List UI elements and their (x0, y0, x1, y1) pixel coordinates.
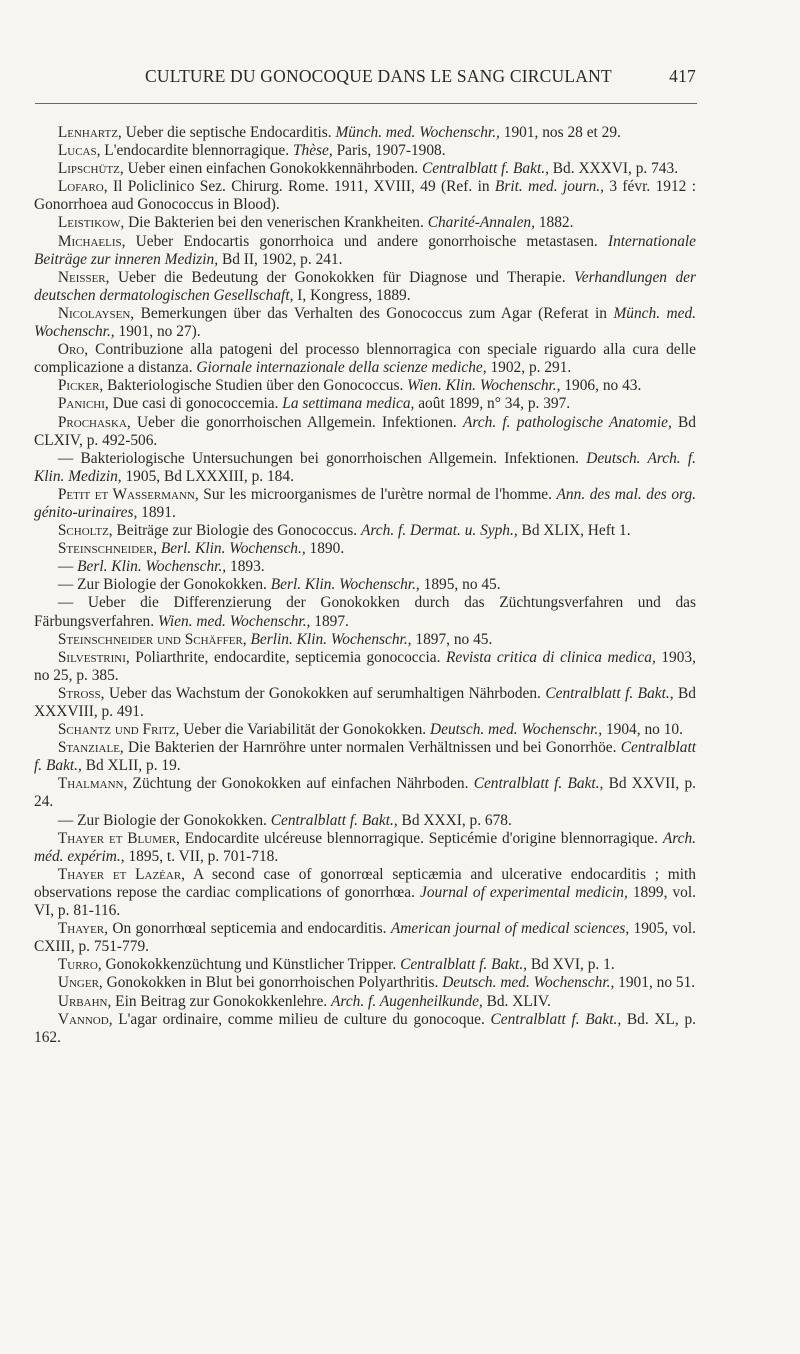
reference-journal: Verhandlungen der deutschen dermatologischen Gesellschaft, (34, 268, 696, 304)
reference-author: Panichi, (57, 395, 109, 413)
reference-entry (34, 576, 696, 594)
reference-journal: Centralblatt f. Bakt., (545, 684, 674, 702)
reference-journal: Arch. f. Dermat. u. Syph., (360, 522, 518, 540)
reference-author: Unger, (57, 974, 103, 992)
reference-entry (34, 450, 696, 486)
reference-details: 1904, no 10. (602, 721, 683, 739)
reference-journal: Arch. f. Augenheilkunde, (331, 992, 483, 1010)
reference-details: Bd XXVII, p. 24. (34, 775, 696, 811)
reference-entry (34, 160, 696, 178)
reference-text: — (57, 558, 78, 576)
reference-text: Beiträge zur Biologie des Gonococcus. (112, 522, 361, 540)
reference-text: Ueber die gonorrhoischen Allgemein. Infektionen. (130, 413, 463, 431)
reference-author: Neisser, (57, 268, 110, 286)
reference-entry (34, 721, 696, 739)
reference-author: Lucas, (57, 142, 101, 160)
reference-author: Schantz und Fritz, (57, 721, 180, 739)
reference-author: Lipschütz, (57, 160, 124, 178)
reference-entry (34, 522, 696, 540)
reference-entry (34, 341, 696, 377)
reference-author: Oro, (57, 341, 89, 359)
reference-journal: Thèse, (292, 142, 333, 160)
reference-entry (34, 974, 696, 992)
reference-details: Bd CLXIV, p. 492-506. (34, 413, 697, 449)
reference-details: 1890. (305, 540, 345, 558)
reference-journal: Münch. med. Wochenschr., (34, 304, 696, 341)
reference-author: Leistikow, (57, 214, 125, 232)
reference-text: Gonokokken in Blut bei gonorrhoischen Polyarthritis. (102, 974, 443, 992)
reference-text: A second case of gonorrœal septicæmia and ulcerative endocarditis ; mith observations repose the cardiac complications of gonorrhœa. (34, 865, 696, 901)
reference-entry (34, 124, 696, 142)
reference-journal: Centralblatt f. Bakt., (490, 1010, 622, 1028)
reference-details: 1905, vol. CXIII, p. 751-779. (34, 920, 696, 956)
reference-text: Il Policlinico Sez. Chirurg. Rome. 1911, XVIII, 49 (Ref. in (107, 178, 495, 196)
reference-author: Petit et Wassermann, (57, 485, 199, 503)
reference-journal: Centralblatt f. Bakt., (473, 775, 604, 793)
reference-journal: American journal of medical sciences, (390, 920, 630, 938)
reference-journal: Giornale internazionale della scienze mediche, (196, 359, 487, 377)
reference-details: Bd XLII, p. 19. (81, 757, 181, 775)
reference-details: août 1899, n° 34, p. 397. (414, 395, 571, 413)
reference-entry (34, 649, 696, 685)
reference-details: 1882. (534, 214, 574, 232)
reference-details: Bd II, 1902, p. 241. (218, 250, 343, 268)
reference-details: 1899, vol. VI, p. 81-116. (34, 883, 696, 920)
reference-details: 1906, no 43. (560, 377, 642, 395)
reference-details: 1901, nos 28 et 29. (499, 124, 621, 141)
running-head (145, 66, 696, 90)
reference-journal: Wien. Klin. Wochenschr., (407, 377, 561, 395)
reference-entry (34, 631, 696, 649)
reference-text: — Zur Biologie der Gonokokken. (57, 811, 271, 829)
reference-author: Nicolaysen, (57, 304, 135, 322)
reference-entry (34, 956, 696, 974)
reference-details: 1901, no 51. (614, 974, 696, 992)
reference-journal: Arch. f. pathologische Anatomie, (462, 413, 672, 431)
reference-details: 1905, Bd LXXXIII, p. 184. (121, 467, 294, 485)
reference-entry (34, 377, 696, 395)
reference-entry (34, 178, 696, 214)
reference-details: 1891. (137, 503, 176, 521)
reference-journal: Revista critica di clinica medica, (445, 648, 656, 666)
reference-journal: Münch. med. Wochenschr., (335, 124, 500, 141)
reference-details: 1902, p. 291. (486, 359, 572, 377)
reference-text: Endocardite ulcéreuse blennorragique. Septicémie d'origine blennorragique. (179, 829, 663, 847)
reference-author: Turro, (57, 956, 102, 974)
reference-details: 1895, no 45. (419, 576, 501, 594)
reference-entry (34, 305, 696, 341)
reference-text: Poliarthrite, endocardite, septicemia gonococcia. (129, 648, 446, 666)
reference-details: 1897. (310, 612, 349, 630)
reference-text: Due casi di gonococcemia. (108, 395, 283, 413)
reference-journal: Centralblatt f. Bakt., (400, 956, 528, 974)
reference-entry (34, 269, 696, 305)
reference-entry (34, 594, 696, 630)
reference-author: Silvestrini, (57, 648, 130, 666)
reference-journal: Deutsch. med. Wochenschr., (442, 974, 615, 992)
reference-text: L'endocardite blennorragique. (100, 142, 293, 160)
reference-details: 1895, t. VII, p. 701-718. (124, 847, 279, 865)
reference-entry (34, 993, 696, 1011)
reference-details: Paris, 1907-1908. (332, 142, 446, 160)
reference-details: Bd XXXVIII, p. 491. (34, 684, 696, 720)
reference-author: Picker, (57, 377, 104, 395)
reference-journal: Deutsch. Arch. f. Klin. Medizin, (34, 449, 696, 485)
reference-text: Sur les microorganismes de l'urètre normal de l'homme. (198, 485, 557, 503)
reference-text: — Bakteriologische Untersuchungen bei gonorrhoischen Allgemein. Infektionen. (57, 449, 587, 467)
reference-details: 1901, no 27). (114, 323, 201, 341)
reference-text: — Zur Biologie der Gonokokken. (57, 576, 271, 594)
reference-journal: Centralblatt f. Bakt., (34, 739, 696, 775)
reference-journal: Journal of experimental medicin, (419, 883, 628, 901)
reference-author: Steinschneider, (57, 540, 158, 558)
reference-entry (34, 1011, 696, 1047)
reference-text: Züchtung der Gonokokken auf einfachen Nährboden. (127, 775, 474, 793)
reference-text: On gonorrhœal septicemia and endocarditis. (108, 920, 391, 938)
reference-author: Steinschneider und Schäffer, (57, 630, 247, 648)
reference-entry (34, 540, 696, 558)
reference-author: Stross, (57, 684, 105, 702)
reference-details: 1897, no 45. (411, 630, 493, 648)
reference-entry (34, 920, 696, 956)
reference-details: 1903, no 25, p. 385. (34, 648, 696, 684)
reference-author: Michaelis, (57, 232, 126, 250)
reference-text: Ueber Endocartis gonorrhoica und andere gonorrhoische metastasen. (125, 232, 608, 250)
reference-entry (34, 685, 696, 721)
reference-journal: Berlin. Klin. Wochenschr., (250, 630, 412, 648)
reference-journal: Brit. med. journ., (494, 178, 604, 196)
reference-author: Vannod, (57, 1010, 113, 1028)
reference-text: — Ueber die Differenzierung der Gonokokken durch das Züchtungsverfahren und das Färbungsverfahren. (34, 594, 696, 630)
reference-text: Ein Beitrag zur Gonokokkenlehre. (111, 992, 332, 1010)
reference-journal: Centralblatt f. Bakt., (270, 811, 398, 829)
reference-details: Bd XXXI, p. 678. (397, 811, 512, 829)
reference-entry (34, 142, 696, 160)
reference-author: Lofaro, (57, 178, 108, 196)
reference-text: Die Bakterien der Harnröhre unter normalen Verhältnissen und bei Gonorrhöe. (123, 739, 621, 757)
reference-entry (34, 866, 696, 920)
reference-journal: Wien. med. Wochenschr., (157, 612, 311, 630)
reference-entry (34, 775, 696, 811)
reference-text: Ueber die Variabilität der Gonokokken. (179, 721, 430, 739)
header-rule (35, 103, 697, 104)
reference-details: Bd. XXXVI, p. 743. (548, 160, 679, 178)
reference-journal: La settimana medica, (282, 395, 415, 413)
reference-author: Thayer et Lazéar, (57, 865, 186, 883)
reference-text: L'agar ordinaire, comme milieu de culture du gonocoque. (112, 1010, 491, 1028)
reference-author: Thayer, (57, 920, 108, 938)
reference-author: Thalmann, (57, 775, 128, 793)
reference-journal: Centralblatt f. Bakt., (421, 160, 549, 178)
reference-journal: Berl. Klin. Wochenschr., (77, 558, 227, 576)
reference-text: Bemerkungen über das Verhalten des Gonococcus zum Agar (Referat in (134, 304, 614, 322)
reference-entry (34, 214, 696, 232)
reference-text: Gonokokkenzüchtung und Künstlicher Tripper. (101, 956, 401, 974)
reference-text: Ueber einen einfachen Gonokokkennährboden. (123, 160, 422, 178)
reference-entry (34, 739, 696, 775)
reference-details: Bd XVI, p. 1. (527, 956, 615, 974)
reference-author: Urbahn, (57, 992, 112, 1010)
reference-journal: Berl. Klin. Wochensch., (160, 540, 306, 558)
reference-journal: Deutsch. med. Wochenschr., (430, 721, 603, 739)
reference-details: Bd. XLIV. (482, 992, 551, 1010)
reference-text: Bakteriologische Studien über den Gonococcus. (103, 377, 408, 395)
reference-author: Thayer et Blumer, (57, 829, 180, 847)
reference-author: Prochaska, (57, 413, 131, 431)
reference-author: Lenhartz, (57, 124, 122, 141)
reference-journal: Berl. Klin. Wochenschr., (270, 576, 420, 594)
reference-journal: Ann. des mal. des org. génito-urinaires, (34, 485, 696, 521)
reference-entry (34, 486, 696, 522)
reference-entry (34, 812, 696, 830)
reference-text: Die Bakterien bei den venerischen Krankheiten. (124, 214, 428, 232)
running-title: CULTURE DU GONOCOQUE DANS LE SANG CIRCULANT (145, 66, 612, 86)
reference-text: Ueber die septische Endocarditis. (121, 124, 336, 141)
reference-details: I, Kongress, 1889. (293, 286, 411, 304)
reference-text: Contribuzione alla patogeni del processo blennorragica con speciale riguardo alla cura delle complicazione a distanza. (34, 341, 696, 377)
reference-entry (34, 233, 696, 269)
reference-entry (34, 414, 696, 450)
reference-details: Bd. XL, p. 162. (34, 1010, 696, 1046)
reference-journal: Internationale Beiträge zur inneren Medizin, (34, 232, 696, 268)
reference-journal: Charité-Annalen, (427, 214, 535, 232)
reference-details: 1893. (226, 558, 265, 576)
reference-details: Bd XLIX, Heft 1. (517, 522, 631, 540)
bibliography-list (34, 124, 696, 1047)
reference-text: Ueber das Wachstum der Gonokokken auf serumhaltigen Nährboden. (104, 684, 546, 702)
reference-entry (34, 395, 696, 413)
reference-author: Stanziale, (57, 739, 124, 757)
page-number: 417 (669, 66, 696, 86)
reference-entry (34, 558, 696, 576)
reference-entry (34, 830, 696, 866)
reference-author: Scholtz, (57, 522, 113, 540)
reference-text: Ueber die Bedeutung der Gonokokken für Diagnose und Therapie. (109, 268, 575, 286)
reference-details: 3 févr. 1912 : Gonorrhoea aud Gonococcus in Blood). (34, 178, 697, 214)
reference-journal: Arch. méd. expérim., (34, 829, 697, 865)
